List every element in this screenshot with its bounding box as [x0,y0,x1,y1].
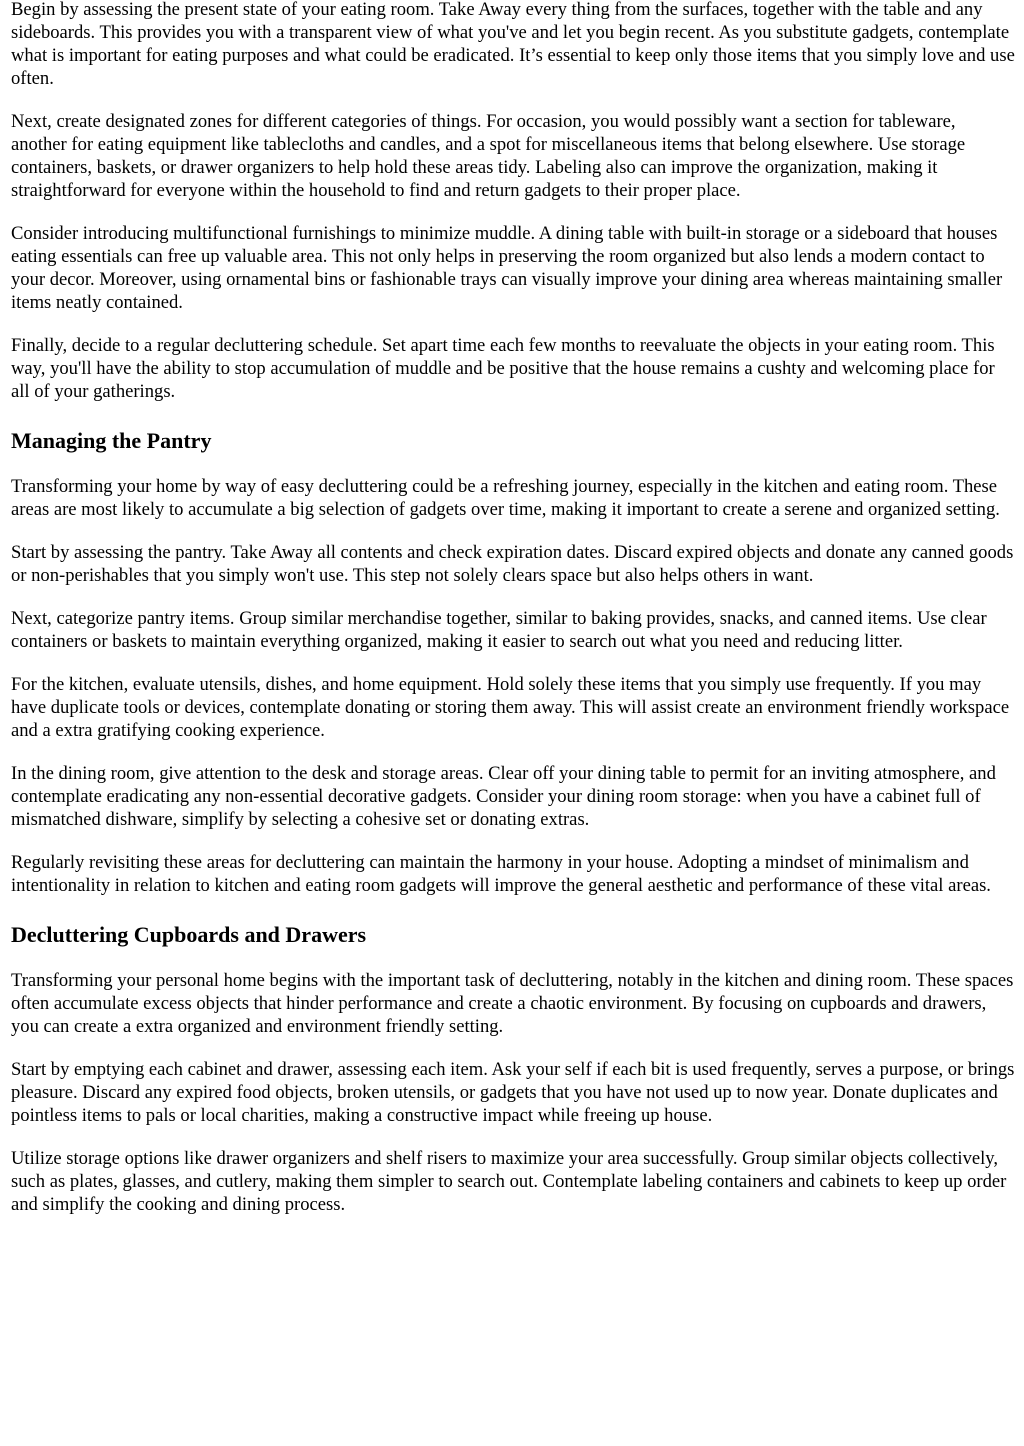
section-heading: Managing the Pantry [11,428,212,453]
section-paragraph: Start by assessing the pantry. Take Away all contents and check expiration dates. Discard expired objects and donate any canned goods or non-perishables that you simply won't use. This step not solely clears space but also helps others in want. [11,542,1014,586]
section-paragraph: For the kitchen, evaluate utensils, dishes, and home equipment. Hold solely these items that you simply use frequently. If you may have duplicate tools or devices, contemplate donating or storing them away. This will assist create an environment friendly workspace and a extra gratifying cooking experience. [11,674,1010,741]
intro-paragraph-3: Consider introducing multifunctional furnishings to minimize muddle. A dining table with built-in storage or a sideboard that houses eating essentials can free up valuable area. This not only helps in preserving the room organized but also lends a modern contact to your decor. Moreover, using ornamental bins or fashionable trays can visually improve your dining area whereas maintaining smaller items neatly contained. [11,223,1003,313]
section-managing-pantry [11,427,1015,897]
section-heading: Decluttering Cupboards and Drawers [11,922,367,947]
section-paragraph: Next, categorize pantry items. Group similar merchandise together, similar to baking provides, snacks, and canned items. Use clear containers or baskets to maintain everything organized, making it easier to search out what you need and reducing litter. [11,608,987,652]
section-paragraph: Utilize storage options like drawer organizers and shelf risers to maximize your area successfully. Group similar objects collectively, such as plates, glasses, and cutlery, making them simpler to search out. Contemplate labeling containers and cabinets to keep up order and simplify the cooking and dining process. [11,1148,1007,1215]
intro-paragraph-1: Begin by assessing the present state of your eating room. Take Away every thing from the surfaces, together with the table and any sideboards. This provides you with a transparent view of what you've and let you begin recent. As you substitute gadgets, contemplate what is important for eating purposes and what could be eradicated. It’s essential to keep only those items that you simply love and use often. [11,0,1015,89]
section-paragraph: In the dining room, give attention to the desk and storage areas. Clear off your dining table to permit for an inviting atmosphere, and contemplate eradicating any non-essential decorative gadgets. Consider your dining room storage: when you have a cabinet full of mismatched dishware, simplify by selecting a cohesive set or donating extras. [11,763,996,830]
section-paragraph: Start by emptying each cabinet and drawer, assessing each item. Ask your self if each bit is used frequently, serves a purpose, or brings pleasure. Discard any expired food objects, broken utensils, or gadgets that you have not used up to now year. Donate duplicates and pointless items to pals or local charities, making a constructive impact while freeing up house. [11,1059,1015,1126]
section-paragraph: Transforming your home by way of easy decluttering could be a refreshing journey, especially in the kitchen and eating room. These areas are most likely to accumulate a big selection of gadgets over time, making it important to create a serene and organized setting. [11,476,1000,520]
intro-paragraph-4: Finally, decide to a regular decluttering schedule. Set apart time each few months to reevaluate the objects in your eating room. This way, you'll have the ability to stop accumulation of muddle and be positive that the house remains a cushty and welcoming place for all of your gatherings. [11,335,995,402]
section-paragraph: Regularly revisiting these areas for decluttering can maintain the harmony in your house. Adopting a mindset of minimalism and intentionality in relation to kitchen and eating room gadgets will improve the general aesthetic and performance of these vital areas. [11,852,991,896]
intro-paragraph-2: Next, create designated zones for different categories of things. For occasion, you would possibly want a section for tableware, another for eating equipment like tablecloths and candles, and a spot for miscellaneous items that belong elsewhere. Use storage containers, baskets, or drawer organizers to help hold these areas tidy. Labeling also can improve the organization, making it straightforward for everyone within the household to find and return gadgets to their proper place. [11,111,966,201]
section-decluttering-cupboards [11,921,1015,1216]
section-paragraph: Transforming your personal home begins with the important task of decluttering, notably in the kitchen and dining room. These spaces often accumulate excess objects that hinder performance and create a chaotic environment. By focusing on cupboards and drawers, you can create a extra organized and environment friendly setting. [11,970,1014,1037]
